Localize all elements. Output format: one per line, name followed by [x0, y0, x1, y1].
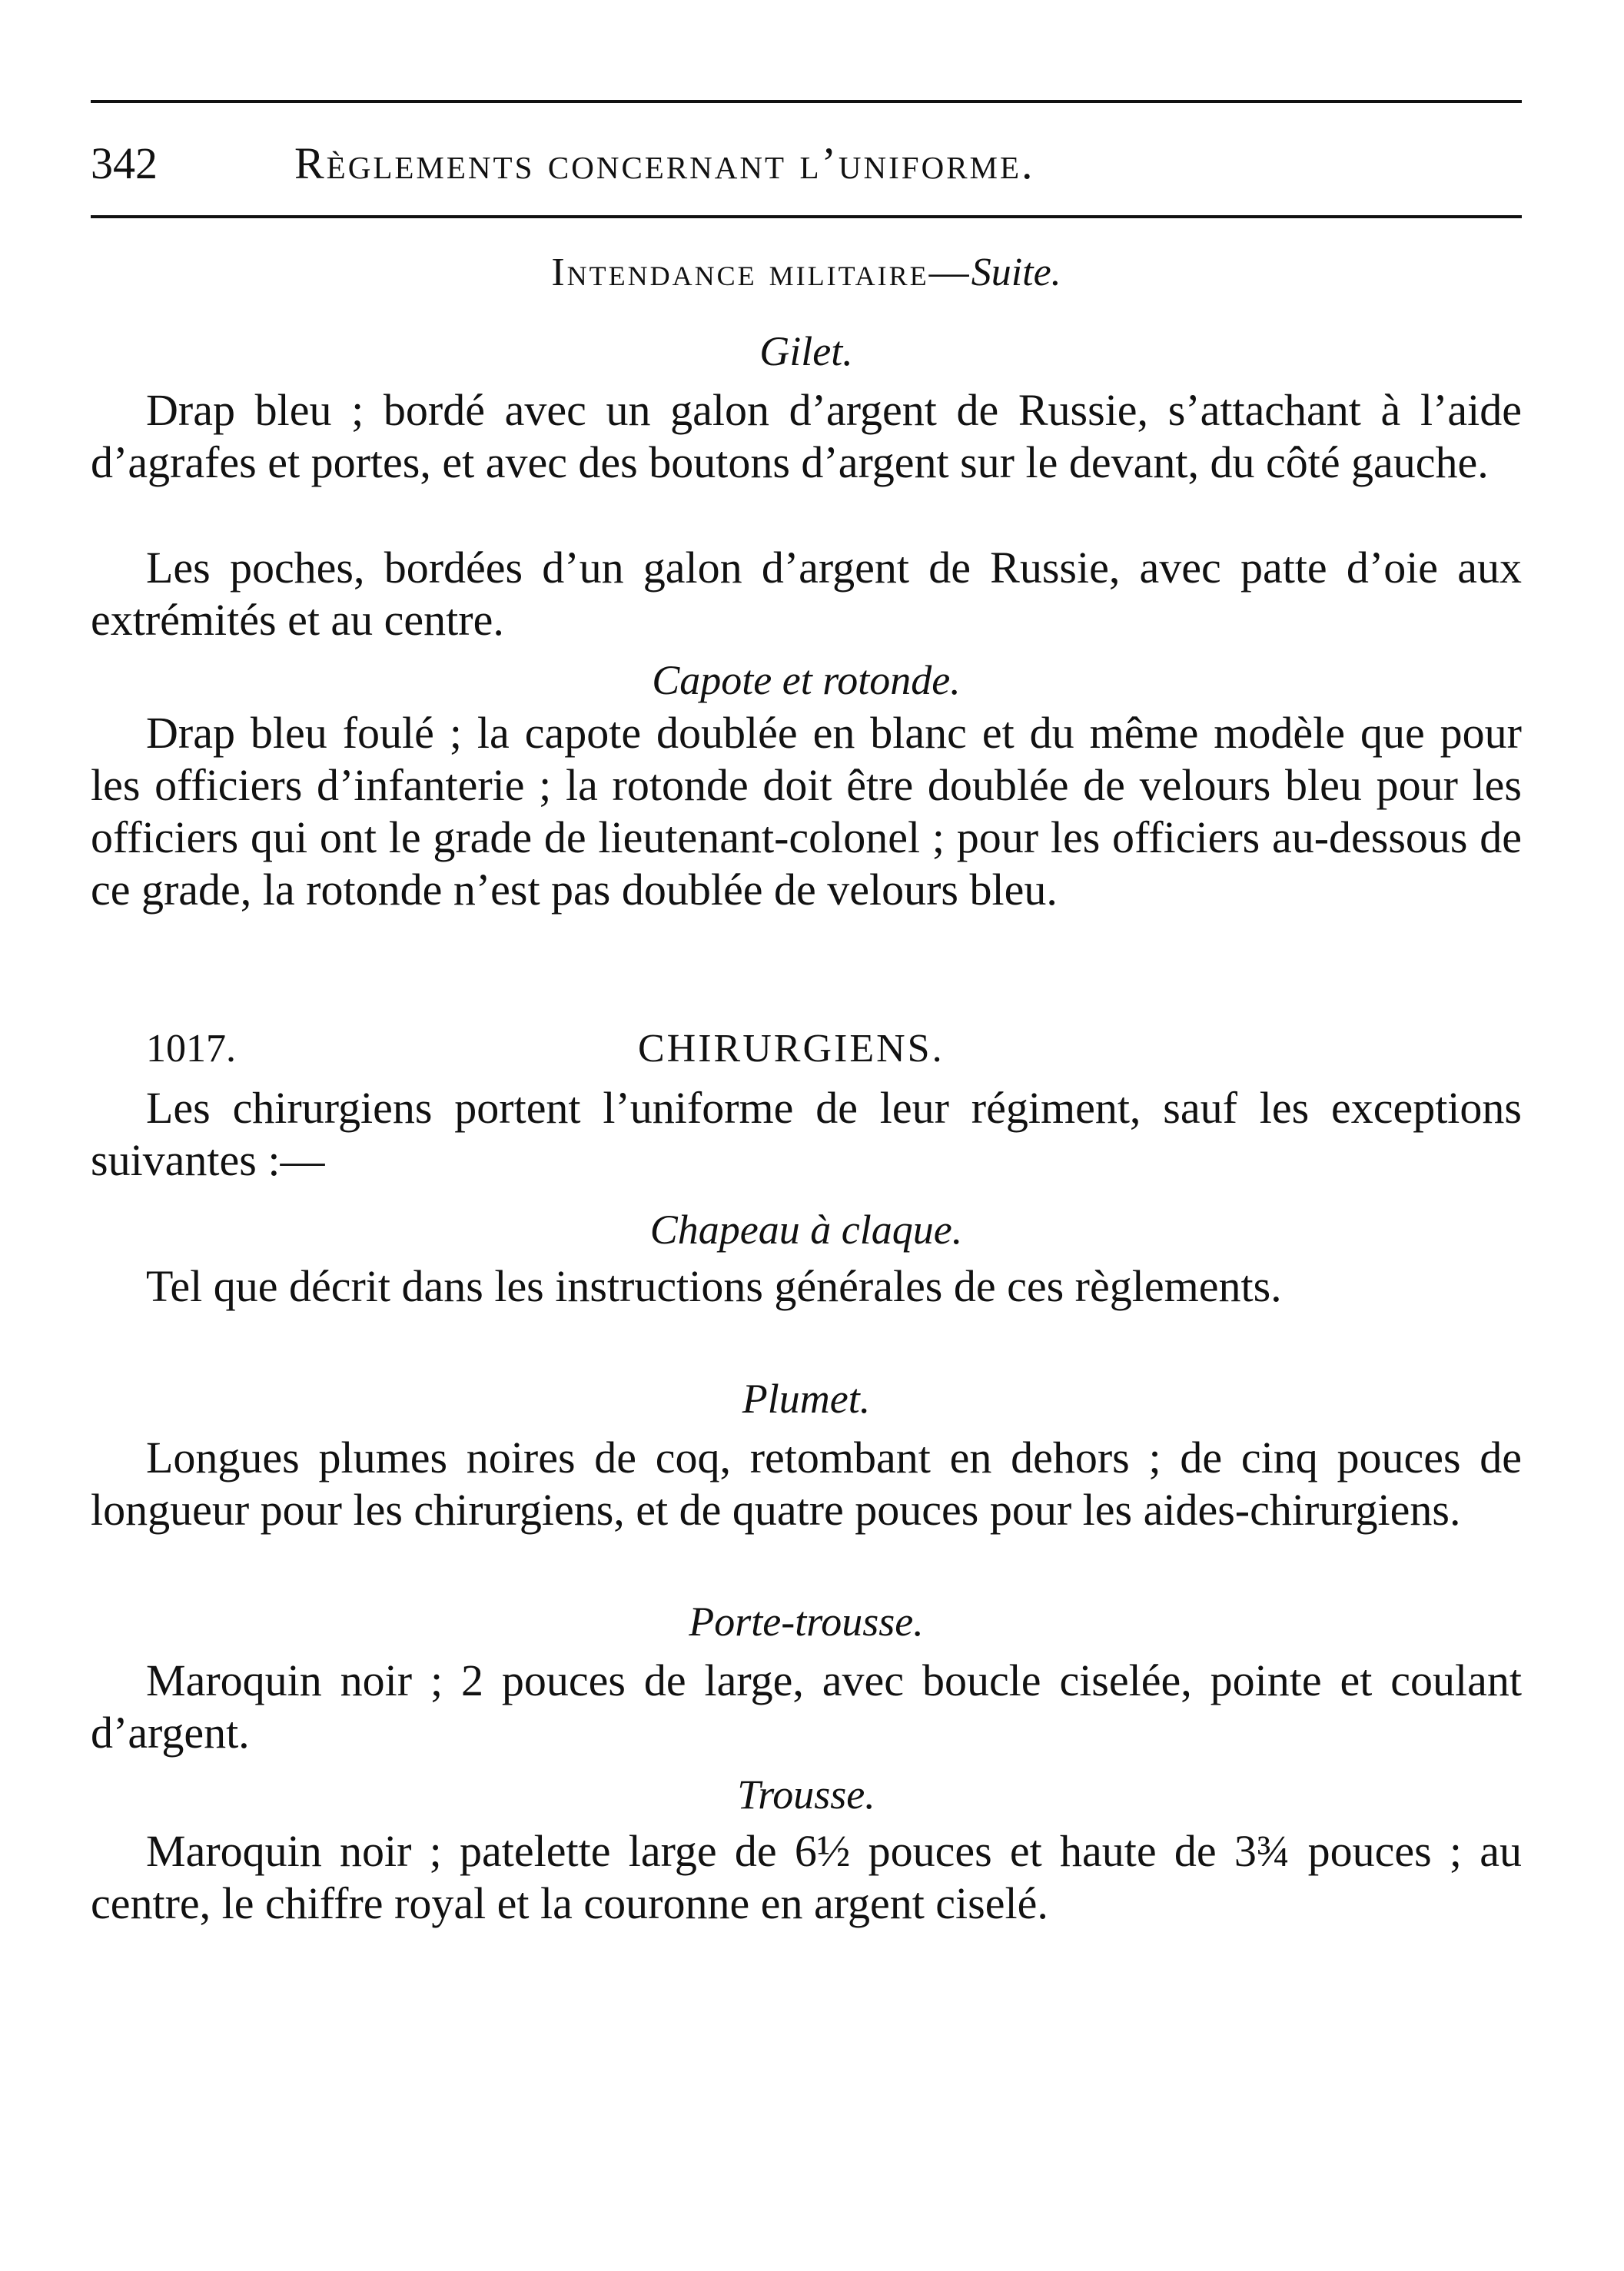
section-heading [91, 246, 1522, 300]
plumet-paragraph: Longues plumes noires de coq, retombant en dehors ; de cinq pouces de longueur pour les chirurgiens, et de quatre pouces pour les aides-chirurgiens. [91, 1433, 1522, 1535]
page-header [91, 129, 1522, 198]
article-title: CHIRURGIENS. [638, 1027, 945, 1071]
header-top-rule [91, 100, 1522, 103]
porte-trousse-paragraph: Maroquin noir ; 2 pouces de large, avec boucle ciselée, pointe et coulant d’argent. [91, 1655, 1522, 1758]
article-number: 1017. [146, 1027, 236, 1071]
trousse-paragraph: Maroquin noir ; patelette large de 6½ pouces et haute de 3¾ pouces ; au centre, le chiffre royal et la couronne en argent ciselé. [91, 1826, 1522, 1928]
section-suite: Suite. [971, 251, 1061, 294]
page-number: 342 [91, 138, 158, 188]
trousse-heading: Trousse. [737, 1771, 875, 1818]
book-page [91, 100, 1522, 2221]
capote-paragraph: Drap bleu foulé ; la capote doublée en blanc et du même modèle que pour les officiers d’infanterie ; la rotonde doit être doublée de velours bleu pour les officiers qui ont le grade de lieutenant-colonel ; pour les officiers au-dessous de ce grade, la rotonde n’est pas doublée de velours bleu. [91, 708, 1522, 915]
gilet-paragraph-1: Drap bleu ; bordé avec un galon d’argent de Russie, s’attachant à l’aide d’agrafes et portes, et avec des boutons d’argent sur le devant, du côté gauche. [91, 385, 1522, 487]
capote-heading: Capote et rotonde. [652, 657, 961, 703]
header-bottom-rule [91, 215, 1522, 218]
gilet-heading: Gilet. [759, 328, 853, 374]
plumet-heading: Plumet. [742, 1376, 871, 1422]
article-intro: Les chirurgiens portent l’uniforme de leur régiment, sauf les exceptions suivantes :— [91, 1083, 1522, 1185]
article-heading [146, 1022, 1522, 1076]
gilet-paragraph-2: Les poches, bordées d’un galon d’argent de Russie, avec patte d’oie aux extrémités et au centre. [91, 543, 1522, 645]
chapeau-paragraph: Tel que décrit dans les instructions générales de ces règlements. [146, 1261, 1282, 1311]
section-title: Intendance militaire— [551, 251, 971, 294]
chapeau-heading: Chapeau à claque. [649, 1207, 963, 1253]
porte-trousse-heading: Porte-trousse. [689, 1599, 924, 1645]
running-title: Règlements concernant l’uniforme. [294, 138, 1035, 188]
